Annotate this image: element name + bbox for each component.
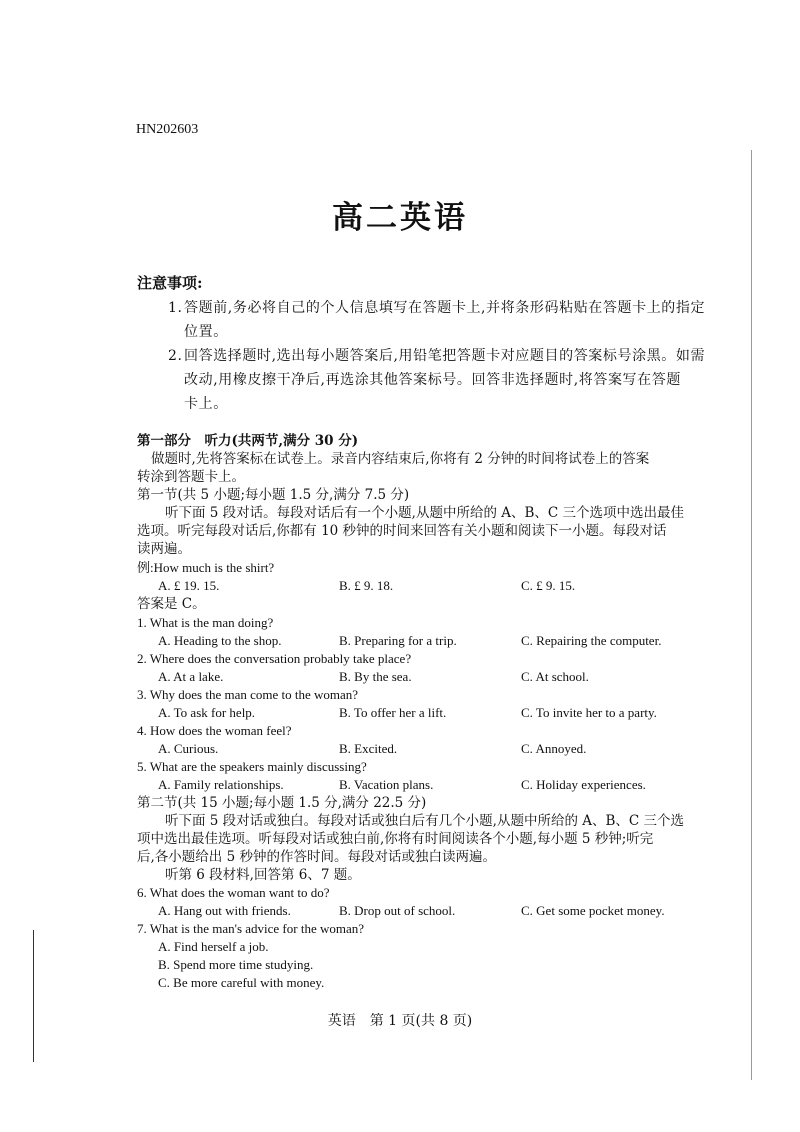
q6-option-c: C. Get some pocket money. <box>521 903 665 918</box>
page-title: 高二英语 <box>332 200 468 236</box>
part1-intro-line: 做题时,先将答案标在试卷上。录音内容结束后,你将有 2 分钟的时间将试卷上的答案 <box>151 451 650 467</box>
page-footer: 英语 第 1 页(共 8 页) <box>327 1013 473 1029</box>
exam-code: HN202603 <box>136 122 199 137</box>
q2-option-a: A. At a lake. <box>158 669 224 684</box>
q2-option-c: C. At school. <box>521 669 589 684</box>
example-option-a: A. £ 19. 15. <box>158 578 220 593</box>
q3-option-b: B. To offer her a lift. <box>339 705 447 720</box>
note-item-2 <box>168 344 728 416</box>
q7-option-b: B. Spend more time studying. <box>158 957 314 972</box>
note-text: 答题前,务必将自己的个人信息填写在答题卡上,并将条形码粘贴在答题卡上的指定 <box>184 300 706 316</box>
q4-option-b: B. Excited. <box>339 741 398 756</box>
q5-option-a: A. Family relationships. <box>158 777 284 792</box>
q6-option-b: B. Drop out of school. <box>339 903 456 918</box>
question-6: 6. What does the woman want to do? <box>137 885 330 900</box>
question-1: 1. What is the man doing? <box>137 615 274 630</box>
note-num: 1. <box>168 300 183 316</box>
section2-intro-line: 后,各小题给出 5 秒钟的作答时间。每段对话或独白读两遍。 <box>137 849 496 865</box>
scan-edge-line-left <box>33 930 34 1062</box>
part1-heading: 第一部分 听力(共两节,满分 30 分) <box>137 433 359 449</box>
note-text: 卡上。 <box>184 396 228 412</box>
q6-option-a: A. Hang out with friends. <box>158 903 291 918</box>
scan-edge-line-right <box>751 150 752 1080</box>
question-2: 2. Where does the conversation probably take place? <box>137 651 412 666</box>
q7-option-c: C. Be more careful with money. <box>158 975 325 990</box>
q5-option-c: C. Holiday experiences. <box>521 777 646 792</box>
section1-intro-line: 读两遍。 <box>137 541 191 557</box>
part1-intro-line: 转涂到答题卡上。 <box>137 469 245 485</box>
section1-intro-line: 听下面 5 段对话。每段对话后有一个小题,从题中所给的 A、B、C 三个选项中选出最佳 <box>165 505 685 521</box>
q1-option-c: C. Repairing the computer. <box>521 633 662 648</box>
example-question: 例:How much is the shirt? <box>137 560 275 575</box>
q3-option-a: A. To ask for help. <box>158 705 256 720</box>
q4-option-a: A. Curious. <box>158 741 219 756</box>
example-answer: 答案是 C。 <box>137 596 206 612</box>
section1-intro-line: 选项。听完每段对话后,你都有 10 秒钟的时间来回答有关小题和阅读下一小题。每段对话 <box>137 523 667 539</box>
section1-heading: 第一节(共 5 小题;每小题 1.5 分,满分 7.5 分) <box>137 487 410 503</box>
question-7: 7. What is the man's advice for the woman? <box>137 921 365 936</box>
section2-intro-line: 项中选出最佳选项。听每段对话或独白前,你将有时间阅读各个小题,每小题 5 秒钟;听完 <box>137 831 654 847</box>
q2-option-b: B. By the sea. <box>339 669 412 684</box>
section2-intro-line: 听下面 5 段对话或独白。每段对话或独白后有几个小题,从题中所给的 A、B、C 三个选 <box>165 813 685 829</box>
example-option-b: B. £ 9. 18. <box>339 578 394 593</box>
q3-option-c: C. To invite her to a party. <box>521 705 657 720</box>
note-text: 回答选择题时,选出每小题答案后,用铅笔把答题卡对应题目的答案标号涂黑。如需 <box>184 348 706 364</box>
q5-option-b: B. Vacation plans. <box>339 777 434 792</box>
note-text: 位置。 <box>184 324 228 340</box>
section2-material: 听第 6 段材料,回答第 6、7 题。 <box>165 867 361 883</box>
section2-heading: 第二节(共 15 小题;每小题 1.5 分,满分 22.5 分) <box>137 795 427 811</box>
notes-heading: 注意事项: <box>137 274 203 292</box>
note-item-1 <box>168 296 728 344</box>
q1-option-b: B. Preparing for a trip. <box>339 633 457 648</box>
example-option-c: C. £ 9. 15. <box>521 578 576 593</box>
question-4: 4. How does the woman feel? <box>137 723 292 738</box>
q7-option-a: A. Find herself a job. <box>158 939 269 954</box>
question-3: 3. Why does the man come to the woman? <box>137 687 359 702</box>
note-text: 改动,用橡皮擦干净后,再选涂其他答案标号。回答非选择题时,将答案写在答题 <box>184 372 681 388</box>
note-num: 2. <box>168 348 183 364</box>
q1-option-a: A. Heading to the shop. <box>158 633 282 648</box>
question-5: 5. What are the speakers mainly discussing? <box>137 759 367 774</box>
q4-option-c: C. Annoyed. <box>521 741 587 756</box>
